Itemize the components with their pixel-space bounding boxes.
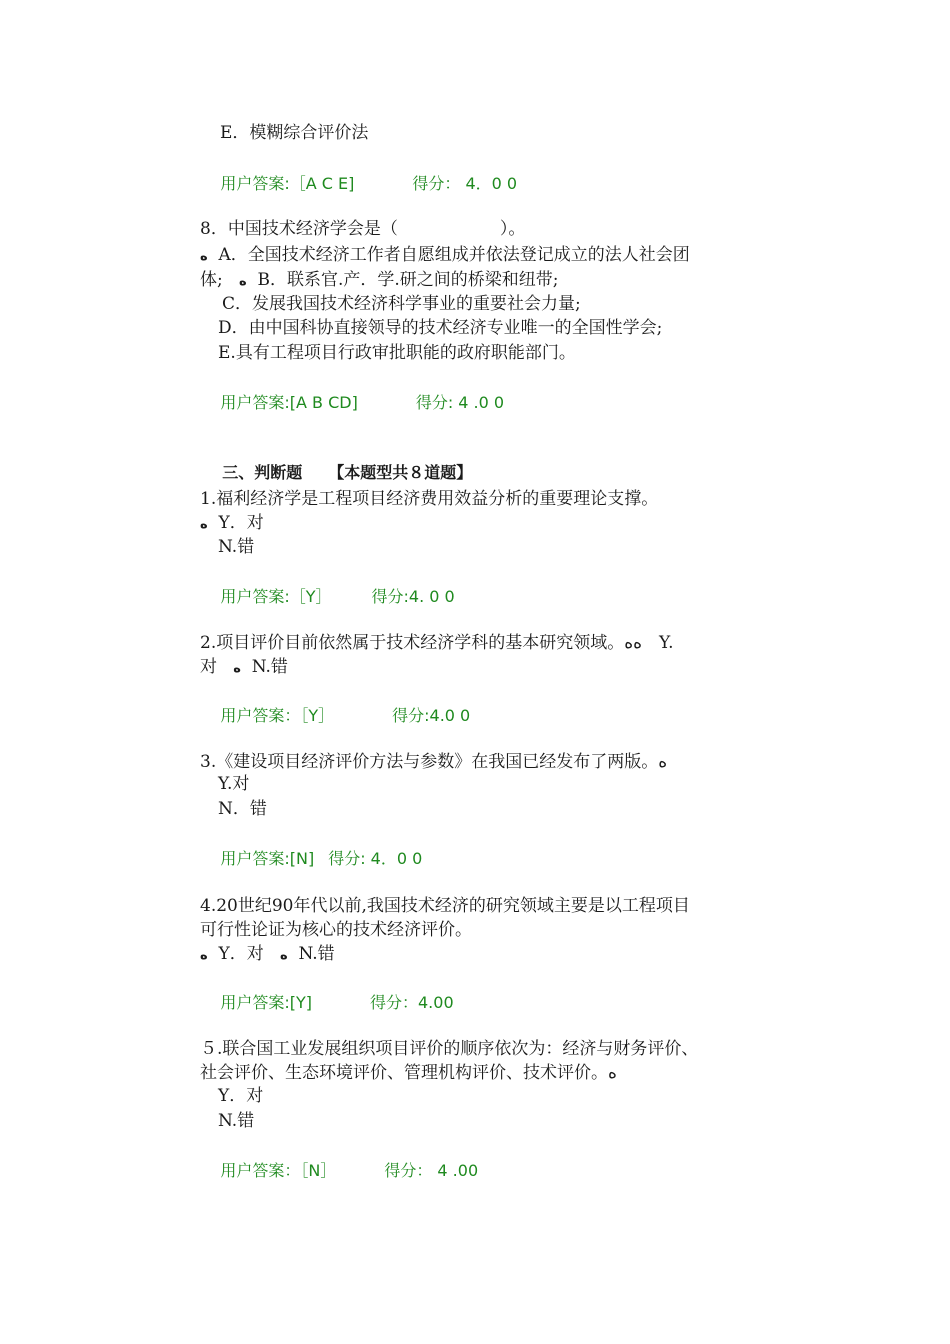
tf5-user-answer: 用户答案：［N］ bbox=[220, 1161, 337, 1180]
q7-score: 得分： 4．0 0 bbox=[412, 174, 518, 193]
tf2-score: 得分:4.0 0 bbox=[392, 706, 471, 725]
q8-option-a-line2 bbox=[200, 268, 558, 294]
tf5-stem-line1: ５.联合国工业发展组织项目评价的顺序依次为：经济与财务评价、 bbox=[200, 1039, 699, 1059]
bullet-glyph: ﻩ bbox=[238, 274, 247, 289]
tf5-score: 得分： 4 .00 bbox=[384, 1161, 479, 1180]
tf5-stem-line2: 社会评价、生态环境评价、管理机构评价、技术评价。ﻩ bbox=[200, 1063, 617, 1083]
section-count: 【本题型共８道题】 bbox=[328, 463, 473, 482]
q8-option-d: D．由中国科协直接领导的技术经济专业唯一的全国性学会; bbox=[218, 318, 663, 338]
q8-answer-line bbox=[200, 367, 504, 439]
section-title: 三、判断题 bbox=[222, 463, 303, 482]
bullet-glyph: ﻩ bbox=[200, 517, 208, 532]
q8-option-b: B．联系官.产．学.研之间的桥梁和纽带; bbox=[257, 270, 559, 290]
tf4-stem-line2: 可行性论证为核心的技术经济评价。 bbox=[200, 920, 472, 940]
tf2-stem-line2 bbox=[200, 655, 288, 681]
q7-user-answer: 用户答案:［A C E] bbox=[220, 174, 355, 193]
tf4-stem-line1: 4.20世纪90年代以前,我国技术经济的研究领域主要是以工程项目 bbox=[200, 896, 690, 916]
tf4-score: 得分：4.00 bbox=[370, 993, 454, 1012]
tf3-score: 得分: 4．0 0 bbox=[328, 849, 423, 868]
tf4-answer-line bbox=[200, 967, 454, 1039]
q8-user-answer: 用户答案:[A B CD] bbox=[220, 393, 358, 412]
tf2-answer-line bbox=[200, 680, 470, 752]
tf2-option-n: N.错 bbox=[251, 657, 288, 677]
tf5-answer-line bbox=[200, 1135, 478, 1207]
bullet-glyph: ﻩ bbox=[233, 661, 241, 676]
tf5-option-n: N.错 bbox=[218, 1111, 255, 1131]
tf4-user-answer: 用户答案:[Y] bbox=[220, 993, 312, 1012]
tf1-option-n: N.错 bbox=[218, 537, 255, 557]
tf1-stem: 1.福利经济学是工程项目经济费用效益分析的重要理论支撑。 bbox=[200, 489, 659, 509]
tf2-user-answer: 用户答案：［Y］ bbox=[220, 706, 335, 725]
tf3-answer-line bbox=[200, 823, 422, 895]
tf1-score: 得分:4. 0 0 bbox=[371, 587, 455, 606]
tf4-options-line bbox=[200, 942, 335, 968]
tf1-user-answer: 用户答案:［Y］ bbox=[220, 587, 332, 606]
q8-option-a-line1 bbox=[200, 243, 690, 269]
bullet-glyph: ﻩ bbox=[279, 948, 288, 963]
q8-stem: 8．中国技术经济学会是（ ）。 bbox=[200, 219, 526, 239]
q8-score: 得分: 4 .0 0 bbox=[415, 393, 505, 412]
tf2-option-y: 对 bbox=[200, 657, 217, 677]
bullet-glyph: ﻩ bbox=[200, 249, 208, 264]
q8-option-a-cont: 体; bbox=[200, 270, 223, 290]
q8-option-e: E.具有工程项目行政审批职能的政府职能部门。 bbox=[218, 343, 576, 363]
tf3-option-n: N．错 bbox=[218, 799, 267, 819]
tf3-option-y: Y.对 bbox=[218, 774, 250, 794]
q8-option-a: A．全国技术经济工作者自愿组成并依法登记成立的法人社会团 bbox=[218, 245, 690, 265]
q8-option-c: C．发展我国技术经济科学事业的重要社会力量; bbox=[222, 294, 581, 314]
tf1-option-y-line bbox=[200, 511, 264, 537]
tf1-answer-line bbox=[200, 561, 455, 633]
tf2-stem-line1: 2.项目评价目前依然属于技术经济学科的基本研究领域。ﻩﻩ Y. bbox=[200, 633, 674, 653]
q7-answer-line bbox=[200, 148, 517, 220]
tf1-option-y: Y．对 bbox=[218, 513, 264, 533]
bullet-glyph: ﻩ bbox=[200, 948, 208, 963]
tf4-option-y: Y．对 bbox=[218, 944, 264, 964]
tf3-stem: 3.《建设项目经济评价方法与参数》在我国已经发布了两版。ﻩ bbox=[200, 752, 668, 772]
q7-option-e: E．模糊综合评价法 bbox=[220, 123, 369, 143]
tf3-user-answer: 用户答案:[N] bbox=[220, 849, 315, 868]
tf5-option-y: Y．对 bbox=[218, 1086, 264, 1106]
tf4-option-n: N.错 bbox=[298, 944, 335, 964]
